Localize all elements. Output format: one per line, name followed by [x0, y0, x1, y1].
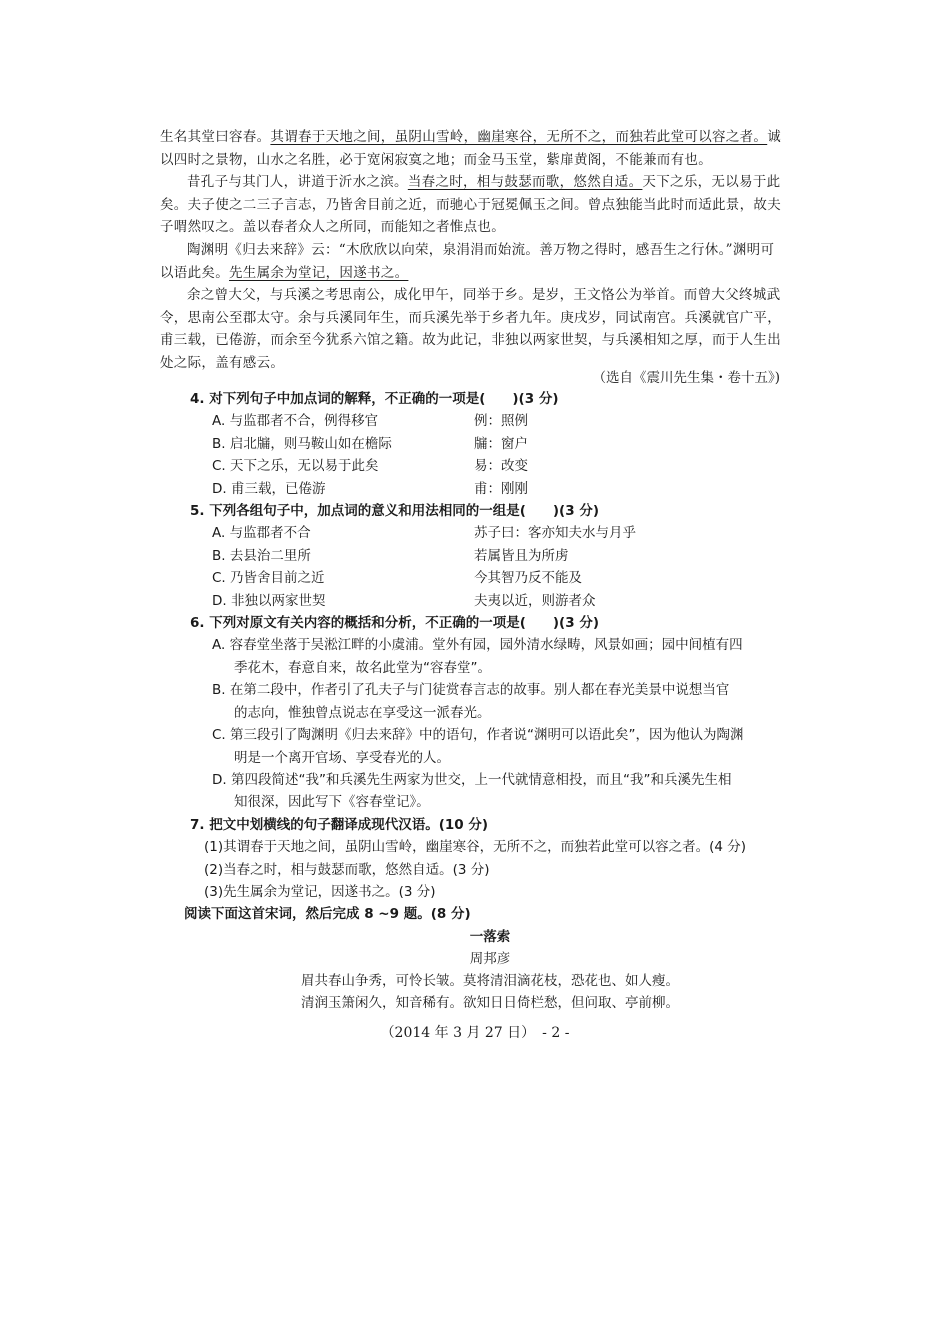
- passage-paragraph-3: [160, 239, 785, 284]
- poem-line-2: 清润玉箫闲久，知音稀有。欲知日日倚栏愁，但问取、亭前柳。: [301, 995, 679, 1011]
- poem-title: 一落索: [469, 929, 511, 945]
- question-6-option-d: D. 第四段简述“我”和兵溪先生两家为世交，上一代就情意相投，而且“我”和兵溪先生相: [212, 771, 732, 788]
- question-5-option-a: [190, 522, 790, 544]
- option-compare: 若属皆且为所虏: [474, 547, 569, 564]
- option-compare: 苏子曰：客亦知夫水与月乎: [474, 525, 636, 542]
- page-footer: （2014 年 3 月 27 日） - 2 -: [380, 1025, 570, 1041]
- passage-text: 天下之乐，无以易于此矣。夫子使之二三子言志，乃皆舍目前之近，而驰心于冠冕佩玉之间。曾点独能当此时而适此景，故夫子喟然叹之。盖以春者众人之所同，而能知之者惟点也。: [160, 174, 781, 236]
- option-sentence: B. 启北牖，则马鞍山如在檐际: [212, 435, 392, 452]
- question-6-option-a: A. 容春堂坐落于吴淞江畔的小虞浦。堂外有园，园外清水绿畴，风景如画；园中间植有四: [212, 637, 743, 654]
- poem-block: [190, 926, 790, 1014]
- option-sentence: A. 与监郡者不合: [212, 525, 311, 542]
- question-6-option-d-cont: 知很深，因此写下《容春堂记》。: [234, 794, 430, 811]
- question-5-option-b: [190, 545, 790, 567]
- questions-section: [184, 388, 790, 926]
- passage-paragraph-4: 余之曾大父，与兵溪之考思南公，成化甲午，同举于乡。是岁，王文恪公为举首。而曾大父终城武令，思南公至郡太守。余与兵溪同年生，而兵溪先举于乡者九年。庚戌岁，同试南宫。兵溪就官广平，甫三载，已倦游，而余至今犹系六馆之籍。故为此记，非独以两家世契，与兵溪相知之厚，而于人生出处之际，盖有感云。: [160, 287, 781, 371]
- question-4-option-a: [190, 410, 790, 432]
- question-6-option-a-cont: 季花木，春意自来，故名此堂为“容春堂”。: [234, 659, 491, 676]
- underlined-sentence-2: 当春之时，相与鼓瑟而歌，悠然自适。: [407, 174, 643, 191]
- option-sentence: D. 非独以两家世契: [212, 592, 326, 609]
- option-compare: 今其智乃反不能及: [474, 570, 582, 587]
- option-gloss: 例：照例: [474, 413, 528, 430]
- option-sentence: D. 甫三载，已倦游: [212, 480, 326, 497]
- question-6-option-b-cont: 的志向，惟独曾点说志在享受这一派春光。: [234, 704, 491, 721]
- question-5-title: 5. 下列各组句子中，加点词的意义和用法相同的一组是( )(3 分): [190, 503, 599, 520]
- option-gloss: 牖：窗户: [474, 435, 528, 452]
- question-7-item-3: (3)先生属余为堂记，因遂书之。(3 分): [204, 883, 436, 900]
- option-gloss: 甫：刚刚: [474, 480, 528, 497]
- question-6-option-c: C. 第三段引了陶渊明《归去来辞》中的语句，作者说“渊明可以语此矣”，因为他认为陶渊: [212, 727, 744, 744]
- option-sentence: B. 去县治二里所: [212, 547, 311, 564]
- question-4-option-b: [190, 433, 790, 455]
- underlined-sentence-1: 其谓春于天地之间，虽阴山雪岭，幽崖寒谷，无所不之，而独若此堂可以容之者。: [270, 129, 768, 145]
- classical-passage: [160, 126, 785, 375]
- question-6-option-b: B. 在第二段中，作者引了孔夫子与门徒赏春言志的故事。别人都在春光美景中说想当官: [212, 682, 730, 699]
- passage-text: 昔孔子与其门人，讲道于沂水之滨。: [187, 174, 408, 191]
- question-7-item-1: (1)其谓春于天地之间，虽阴山雪岭，幽崖寒谷，无所不之，而独若此堂可以容之者。(4 分): [204, 839, 747, 856]
- passage-source: （选自《震川先生集・卷十五》): [592, 370, 780, 386]
- option-sentence: A. 与监郡者不合，例得移官: [212, 413, 379, 430]
- option-compare: 夫夷以近，则游者众: [474, 592, 596, 609]
- reading-instruction: 阅读下面这首宋词，然后完成 8 ~9 题。(8 分): [184, 906, 471, 923]
- question-6-option-c-cont: 明是一个离开官场、享受春光的人。: [234, 749, 450, 766]
- question-5-option-d: [190, 590, 790, 612]
- question-7-item-2: (2)当春之时，相与鼓瑟而歌，悠然自适。(3 分): [204, 861, 490, 878]
- option-sentence: C. 天下之乐，无以易于此矣: [212, 458, 379, 475]
- passage-text: 诚以四时之景物，山水之名胜，必于宽闲寂寞之地；而金马玉堂，紫扉黄阁，不能兼而有也。: [160, 129, 782, 168]
- option-sentence: C. 乃皆舍目前之近: [212, 570, 325, 587]
- option-gloss: 易：改变: [474, 458, 528, 475]
- question-4-title: 4. 对下列句子中加点词的解释，不正确的一项是( )(3 分): [190, 391, 559, 407]
- poem-line-1: 眉共春山争秀，可怜长皱。莫将清泪滴花枝，恐花也、如人瘦。: [301, 973, 679, 989]
- question-7-title: 7. 把文中划横线的句子翻译成现代汉语。(10 分): [190, 816, 489, 833]
- question-4-option-c: [190, 455, 790, 477]
- poem-author: 周邦彦: [469, 951, 511, 967]
- underlined-sentence-3: 先生属余为堂记，因遂书之。: [229, 264, 409, 281]
- passage-paragraph-2: [160, 171, 785, 239]
- question-5-option-c: [190, 567, 790, 589]
- passage-paragraph-1: [160, 126, 785, 171]
- passage-text: 生名其堂曰容春。: [160, 129, 271, 145]
- question-6-title: 6. 下列对原文有关内容的概括和分析，不正确的一项是( )(3 分): [190, 615, 599, 632]
- question-4-option-d: [190, 478, 790, 500]
- passage-text: 陶渊明《归去来辞》云：“木欣欣以向荣，泉涓涓而始流。善万物之得时，感吾生之行休。”渊明可以语此矣。: [160, 241, 775, 281]
